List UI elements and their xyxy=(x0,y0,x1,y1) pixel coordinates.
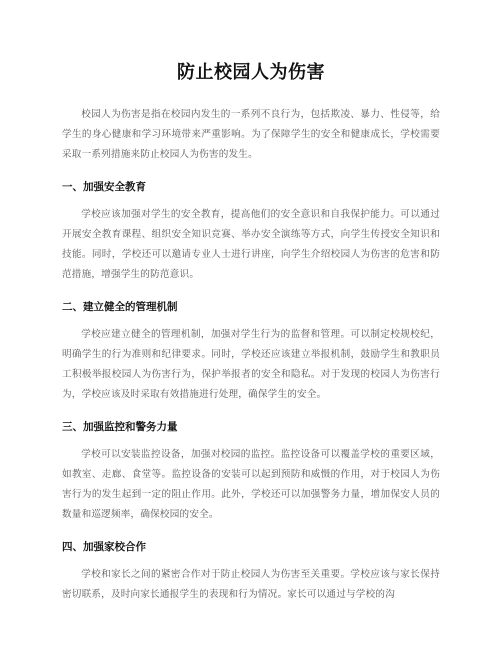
section-paragraph: 学校应该加强对学生的安全教育，提高他们的安全意识和自我保护能力。可以通过开展安全教育课程、组织安全知识竞赛、举办安全演练等方式，向学生传授安全知识和技能。同时，学校还可以邀请专业人士进行讲座，向学生介绍校园人为伤害的危害和防范措施，增强学生的防范意识。 xyxy=(62,209,440,280)
section-heading: 四、加强家校合作 xyxy=(62,541,146,553)
section-monitoring-security xyxy=(62,419,440,525)
section-heading: 二、建立健全的管理机制 xyxy=(62,301,178,313)
section-heading: 一、加强安全教育 xyxy=(62,181,146,193)
section-heading: 三、加强监控和警务力量 xyxy=(62,421,178,433)
intro-paragraph: 校园人为伤害是指在校园内发生的一系列不良行为，包括欺凌、暴力、性侵等，给学生的身心健康和学习环境带来严重影响。为了保障学生的安全和健康成长，学校需要采取一系列措施来防止校园人为伤害的发生。 xyxy=(62,109,440,160)
section-paragraph: 学校应建立健全的管理机制，加强对学生行为的监督和管理。可以制定校规校纪，明确学生的行为准则和纪律要求。同时，学校还应该建立举报机制，鼓励学生和教职员工积极举报校园人为伤害行为，保护举报者的安全和隐私。对于发现的校园人为伤害行为，学校应该及时采取有效措施进行处理，确保学生的安全。 xyxy=(62,329,440,400)
section-home-school-cooperation xyxy=(62,539,440,605)
document-title: 防止校园人为伤害 xyxy=(177,62,325,83)
section-management-mechanism xyxy=(62,299,440,405)
section-paragraph: 学校可以安装监控设备，加强对校园的监控。监控设备可以覆盖学校的重要区域，如教室、走廊、食堂等。监控设备的安装可以起到预防和威慑的作用，对于校园人为伤害行为的发生起到一定的阻止作用。此外，学校还可以加强警务力量，增加保安人员的数量和巡逻频率，确保校园的安全。 xyxy=(62,449,440,520)
section-safety-education xyxy=(62,179,440,285)
section-paragraph: 学校和家长之间的紧密合作对于防止校园人为伤害至关重要。学校应该与家长保持密切联系，及时向家长通报学生的表现和行为情况。家长可以通过与学校的沟 xyxy=(62,569,440,600)
